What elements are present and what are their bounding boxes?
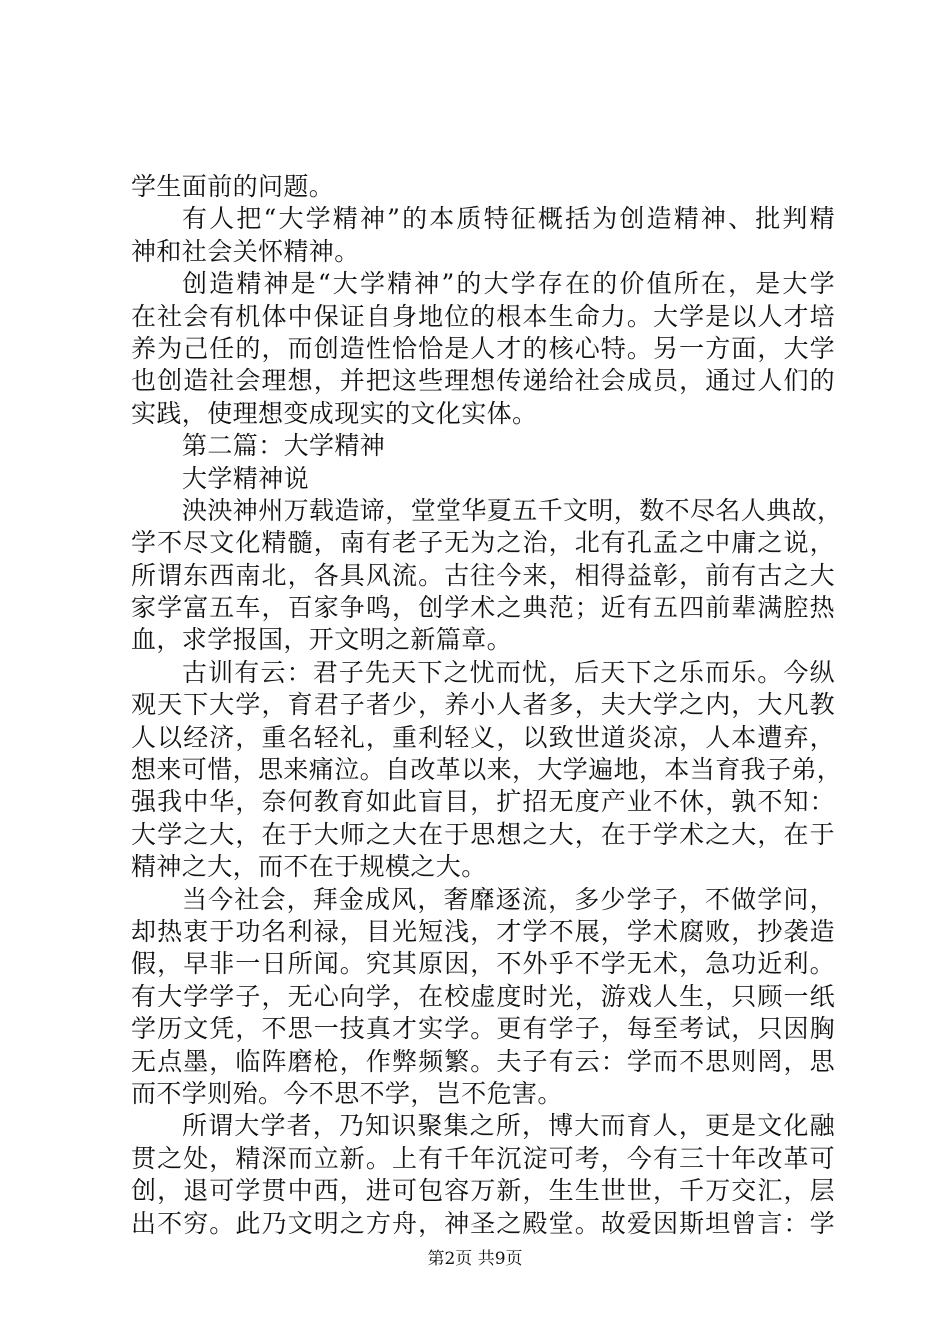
text-line: 学生面前的问题。	[131, 172, 335, 201]
page-footer: 第2页 共9页	[427, 1249, 523, 1269]
text-line: 无点墨，临阵磨枪，作弊频繁。夫子有云：学而不思则罔，思	[131, 1046, 835, 1076]
text-line: 想来可惜，思来痛泣。自改革以来，大学遍地，本当育我子弟，	[131, 755, 843, 785]
text-line: 有大学学子，无心向学，在校虚度时光，游戏人生，只顾一纸	[131, 981, 835, 1011]
document-body	[131, 171, 843, 1240]
text-line: 所谓大学者，乃知识聚集之所，博大而育人，更是文化融	[182, 1111, 835, 1141]
text-line: 贯之处，精深而立新。上有千年沉淀可考，今有三十年改革可	[131, 1143, 835, 1173]
text-line: 却热衷于功名利禄，目光短浅，才学不展，学术腐败，抄袭造	[131, 916, 835, 946]
text-line: 实践，使理想变成现实的文化实体。	[131, 398, 538, 428]
text-line: 养为己任的，而创造性恰恰是人才的核心特。另一方面，大学	[131, 333, 835, 363]
text-line: 强我中华，奈何教育如此盲目，扩招无度产业不休，孰不知：	[131, 787, 835, 817]
text-line: 所谓东西南北，各具风流。古往今来，相得益彰，前有古之大	[131, 560, 835, 590]
text-line: 观天下大学，育君子者少，养小人者多，夫大学之内，大凡教	[131, 690, 835, 720]
text-line: 出不穷。此乃文明之方舟，神圣之殿堂。故爱因斯坦曾言：学	[131, 1208, 835, 1238]
text-line: 而不学则殆。今不思不学，岂不危害。	[131, 1078, 563, 1108]
text-line: 家学富五车，百家争鸣，创学术之典范；近有五四前辈满腔热	[131, 593, 835, 623]
text-line: 神和社会关怀精神。	[131, 236, 360, 266]
text-line: 大学之大，在于大师之大在于思想之大，在于学术之大，在于	[131, 819, 835, 849]
text-line: 创，退可学贯中西，进可包容万新，生生世世，千万交汇，层	[131, 1176, 835, 1206]
text-line: 泱泱神州万载造谛，堂堂华夏五千文明，数不尽名人典故，	[182, 495, 843, 525]
text-line: 也创造社会理想，并把这些理想传递给社会成员，通过人们的	[131, 366, 835, 396]
text-line: 血，求学报国，开文明之新篇章。	[131, 625, 513, 655]
text-line: 在社会有机体中保证自身地位的根本生命力。大学是以人才培	[131, 301, 835, 331]
text-line: 大学精神说	[182, 463, 310, 493]
text-line: 当今社会，拜金成风，奢靡逐流，多少学子，不做学问，	[182, 884, 835, 914]
text-line: 学历文凭，不思一技真才实学。更有学子，每至考试，只因胸	[131, 1014, 835, 1044]
text-line: 第二篇：大学精神	[182, 431, 386, 461]
text-line: 有人把“大学精神”的本质特征概括为创造精神、批判精	[182, 204, 835, 234]
text-line: 人以经济，重名轻礼，重利轻义，以致世道炎凉，人本遭弃，	[131, 722, 835, 752]
text-line: 古训有云：君子先天下之忧而忧，后天下之乐而乐。今纵	[182, 657, 835, 687]
text-line: 创造精神是“大学精神”的大学存在的价值所在，是大学	[182, 269, 835, 299]
text-line: 假，早非一日所闻。究其原因，不外乎不学无术，急功近利。	[131, 949, 835, 979]
text-line: 学不尽文化精髓，南有老子无为之治，北有孔孟之中庸之说，	[131, 528, 835, 558]
text-line: 精神之大，而不在于规模之大。	[131, 852, 487, 882]
